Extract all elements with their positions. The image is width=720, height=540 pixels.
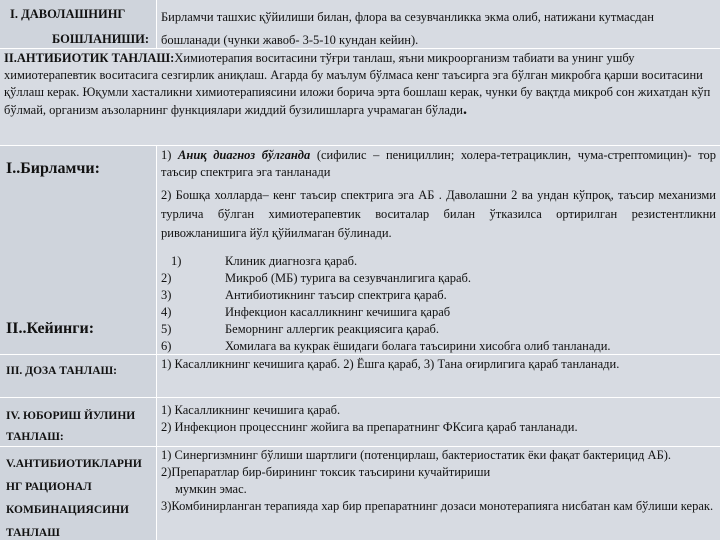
grid-line bbox=[0, 446, 720, 447]
list-item: 4) Инфекцион касалликнинг кечишига қараб bbox=[161, 305, 451, 319]
list-item: 6) Хомилага ва кукрак ёшидаги болага таъсирини хисобга олиб танланади. bbox=[161, 339, 611, 353]
row-antibiotic-label: II.АНТИБИОТИК ТАНЛАШ: bbox=[4, 51, 175, 65]
row-start-text: Бирламчи ташхис қўйилиши билан, флора ва сезувчанликка экма олиб, натижани кутмасдан бошланади (чунки жавоб- 3-5-10 кундан кейин). bbox=[161, 10, 654, 47]
route-label-line1: IV. ЮБОРИШ ЙУЛИНИ bbox=[6, 410, 136, 422]
list-item: 3) Антибиотикнинг таъсир спектрига қараб. bbox=[161, 288, 447, 302]
combination-label-line: НГ РАЦИОНАЛ bbox=[6, 481, 92, 493]
row-dose-content bbox=[157, 355, 720, 397]
dose-label: III. ДОЗА ТАНЛАШ: bbox=[6, 365, 117, 377]
list-item: 1) Клиник диагнозга қараб. bbox=[171, 254, 358, 268]
row-start-label-line2: БОШЛАНИШИ: bbox=[52, 32, 150, 46]
row-antibiotic-text: Химиотерапия воситасини тўғри танлаш, яъни микроорганизм табиати ва унинг ушбу химиотерапевтик воситасига сезгирлик аниқлаш. Агарда бу маълум бўлмаса кенг таъсирга эга бўлган микробга қарши воситасини қўллаш керак. Юқумли хасталикни химиотерапиясини иложи борича эрта бошлаш керак, чунки бу вақтда микроб сон жихатдан кўп бўлмай, организм аъзоларнинг функциялари жиддий бузилишларга учрамаган бўлади bbox=[4, 51, 711, 117]
row-start-label bbox=[0, 0, 156, 48]
combination-label-line: КОМБИНАЦИЯСИНИ bbox=[6, 504, 129, 516]
criteria-list bbox=[161, 253, 716, 354]
route-line-2: 2) Инфекцион процесснинг жойига ва препаратнинг ФКсига қараб танланади. bbox=[161, 420, 578, 434]
grid-line bbox=[0, 354, 720, 355]
row-combination-content bbox=[157, 447, 720, 540]
list-item: 2) Микроб (МБ) турига ва сезувчанлигига қараб. bbox=[161, 271, 472, 285]
row-antibiotic-choice bbox=[0, 49, 720, 145]
row-antibiotic-end: . bbox=[462, 101, 467, 118]
row-route-content bbox=[157, 398, 720, 446]
primary-paragraph-1: 1) Аниқ диагноз бўлганда (сифилис – пенициллин; холера-тетрациклин, чума-стрептомицин)- тор таъсир спектрига эга танланади bbox=[161, 148, 717, 179]
secondary-label: II..Кейинги: bbox=[6, 320, 95, 337]
combination-line-1: 1) Синергизмнинг бўлиши шартлиги (потенцирлаш, бактериостатик ёки фақат бактерицид АБ). bbox=[161, 448, 672, 462]
grid-line bbox=[0, 48, 720, 49]
route-line-1: 1) Касалликнинг кечишига қараб. bbox=[161, 403, 341, 417]
primary-paragraph-2: 2) Бошқа холларда– кенг таъсир спектрига эга АБ . Даволашни 2 ва ундан кўпроқ, таъсир механизми турлича бўлган химиотерапевтик воситалар билан ўтказилса ортирилган резистентликни ривожланишига йўл қўйилмаган бўлинади. bbox=[161, 188, 716, 240]
row-primary-label bbox=[0, 146, 156, 354]
row-route-label bbox=[0, 398, 156, 446]
row-primary-content bbox=[157, 146, 720, 354]
grid-line bbox=[0, 145, 720, 146]
row-dose-label bbox=[0, 355, 156, 397]
primary-emphasis: Аниқ диагноз бўлганда bbox=[178, 148, 311, 162]
combination-line-2b: мумкин эмас. bbox=[175, 482, 247, 496]
grid-line bbox=[156, 145, 157, 540]
grid-line bbox=[156, 0, 157, 48]
combination-line-2: 2)Препаратлар бир-бирининг токсик таъсирини кучайтириши bbox=[161, 465, 491, 479]
combination-label-line: ТАНЛАШ bbox=[6, 527, 60, 539]
row-start-label-line1: I. ДАВОЛАШНИНГ bbox=[10, 7, 126, 21]
primary-label: I..Бирламчи: bbox=[6, 160, 100, 177]
list-item: 5) Беморнинг аллергик реакциясига қараб. bbox=[161, 322, 440, 336]
dose-text: 1) Касалликнинг кечишига қараб. 2) Ёшга қараб, 3) Тана оғирлигига қараб танланади. bbox=[161, 357, 620, 371]
combination-label-line: V.АНТИБИОТИКЛАРНИ bbox=[6, 458, 142, 470]
combination-line-3: 3)Комбинирланган терапияда хар бир препаратнинг дозаси монотерапияга нисбатан кам бўлиши керак. bbox=[161, 499, 714, 513]
row-combination-label bbox=[0, 447, 156, 540]
route-label-line2: ТАНЛАШ: bbox=[6, 431, 64, 443]
row-start-content bbox=[157, 0, 720, 48]
grid-line bbox=[0, 397, 720, 398]
